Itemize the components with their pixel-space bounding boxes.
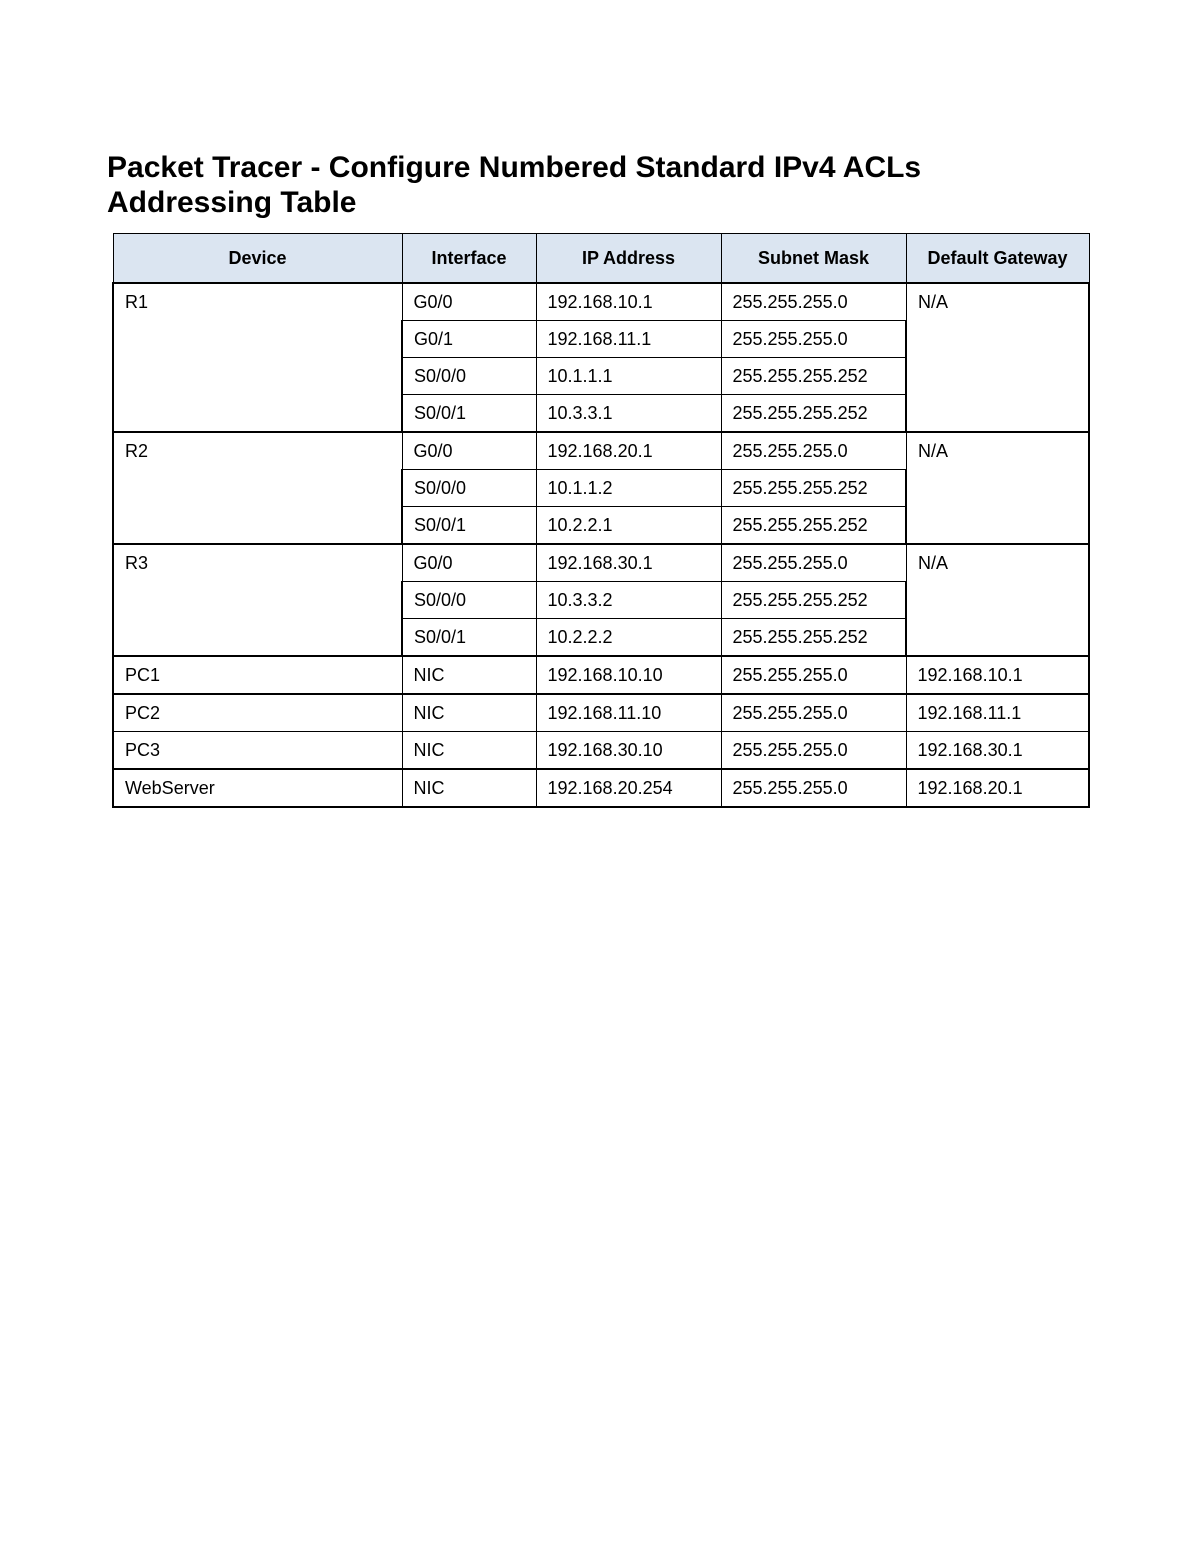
mask-cell: 255.255.255.0	[721, 321, 906, 358]
ip-cell: 10.1.1.1	[536, 358, 721, 395]
interface-cell: S0/0/0	[402, 470, 536, 507]
table-row	[113, 544, 1089, 582]
table-row	[113, 283, 1089, 321]
mask-cell: 255.255.255.0	[721, 283, 906, 321]
interface-cell: G0/0	[402, 432, 536, 470]
section-title: Addressing Table	[107, 186, 357, 219]
mask-cell: 255.255.255.252	[721, 507, 906, 545]
interface-cell: G0/1	[402, 321, 536, 358]
interface-cell: G0/0	[402, 283, 536, 321]
mask-cell: 255.255.255.0	[721, 694, 906, 732]
ip-cell: 192.168.30.1	[536, 544, 721, 582]
interface-cell: S0/0/1	[402, 507, 536, 545]
mask-cell: 255.255.255.252	[721, 395, 906, 433]
header-default-gateway: Default Gateway	[906, 234, 1089, 284]
device-cell: R2	[113, 432, 402, 544]
gateway-cell: N/A	[906, 544, 1089, 656]
gateway-cell: 192.168.30.1	[906, 732, 1089, 770]
ip-cell: 10.3.3.2	[536, 582, 721, 619]
device-cell: PC2	[113, 694, 402, 732]
interface-cell: NIC	[402, 769, 536, 807]
ip-cell: 10.2.2.2	[536, 619, 721, 657]
mask-cell: 255.255.255.0	[721, 544, 906, 582]
table-row	[113, 769, 1089, 807]
interface-cell: S0/0/1	[402, 619, 536, 657]
interface-cell: S0/0/1	[402, 395, 536, 433]
header-subnet-mask: Subnet Mask	[721, 234, 906, 284]
device-cell: R3	[113, 544, 402, 656]
gateway-cell: N/A	[906, 283, 1089, 432]
gateway-cell: 192.168.11.1	[906, 694, 1089, 732]
mask-cell: 255.255.255.0	[721, 732, 906, 770]
mask-cell: 255.255.255.252	[721, 582, 906, 619]
table-row	[113, 656, 1089, 694]
interface-cell: NIC	[402, 656, 536, 694]
ip-cell: 192.168.30.10	[536, 732, 721, 770]
gateway-cell: 192.168.10.1	[906, 656, 1089, 694]
gateway-cell: 192.168.20.1	[906, 769, 1089, 807]
ip-cell: 10.2.2.1	[536, 507, 721, 545]
ip-cell: 192.168.11.10	[536, 694, 721, 732]
gateway-cell: N/A	[906, 432, 1089, 544]
interface-cell: NIC	[402, 732, 536, 770]
interface-cell: G0/0	[402, 544, 536, 582]
device-cell: PC1	[113, 656, 402, 694]
ip-cell: 192.168.10.1	[536, 283, 721, 321]
mask-cell: 255.255.255.0	[721, 656, 906, 694]
table-row	[113, 432, 1089, 470]
ip-cell: 192.168.20.254	[536, 769, 721, 807]
mask-cell: 255.255.255.252	[721, 358, 906, 395]
table-header-row	[113, 234, 1089, 284]
ip-cell: 192.168.20.1	[536, 432, 721, 470]
header-interface: Interface	[402, 234, 536, 284]
mask-cell: 255.255.255.252	[721, 619, 906, 657]
ip-cell: 192.168.11.1	[536, 321, 721, 358]
ip-cell: 10.1.1.2	[536, 470, 721, 507]
table-row	[113, 732, 1089, 770]
ip-cell: 192.168.10.10	[536, 656, 721, 694]
mask-cell: 255.255.255.0	[721, 432, 906, 470]
device-cell: R1	[113, 283, 402, 432]
table-row	[113, 694, 1089, 732]
device-cell: WebServer	[113, 769, 402, 807]
interface-cell: S0/0/0	[402, 358, 536, 395]
addressing-table	[112, 233, 1090, 808]
ip-cell: 10.3.3.1	[536, 395, 721, 433]
interface-cell: S0/0/0	[402, 582, 536, 619]
mask-cell: 255.255.255.0	[721, 769, 906, 807]
device-cell: PC3	[113, 732, 402, 770]
page-title: Packet Tracer - Configure Numbered Standard IPv4 ACLs	[107, 151, 922, 184]
header-ip-address: IP Address	[536, 234, 721, 284]
mask-cell: 255.255.255.252	[721, 470, 906, 507]
header-device: Device	[113, 234, 402, 284]
interface-cell: NIC	[402, 694, 536, 732]
